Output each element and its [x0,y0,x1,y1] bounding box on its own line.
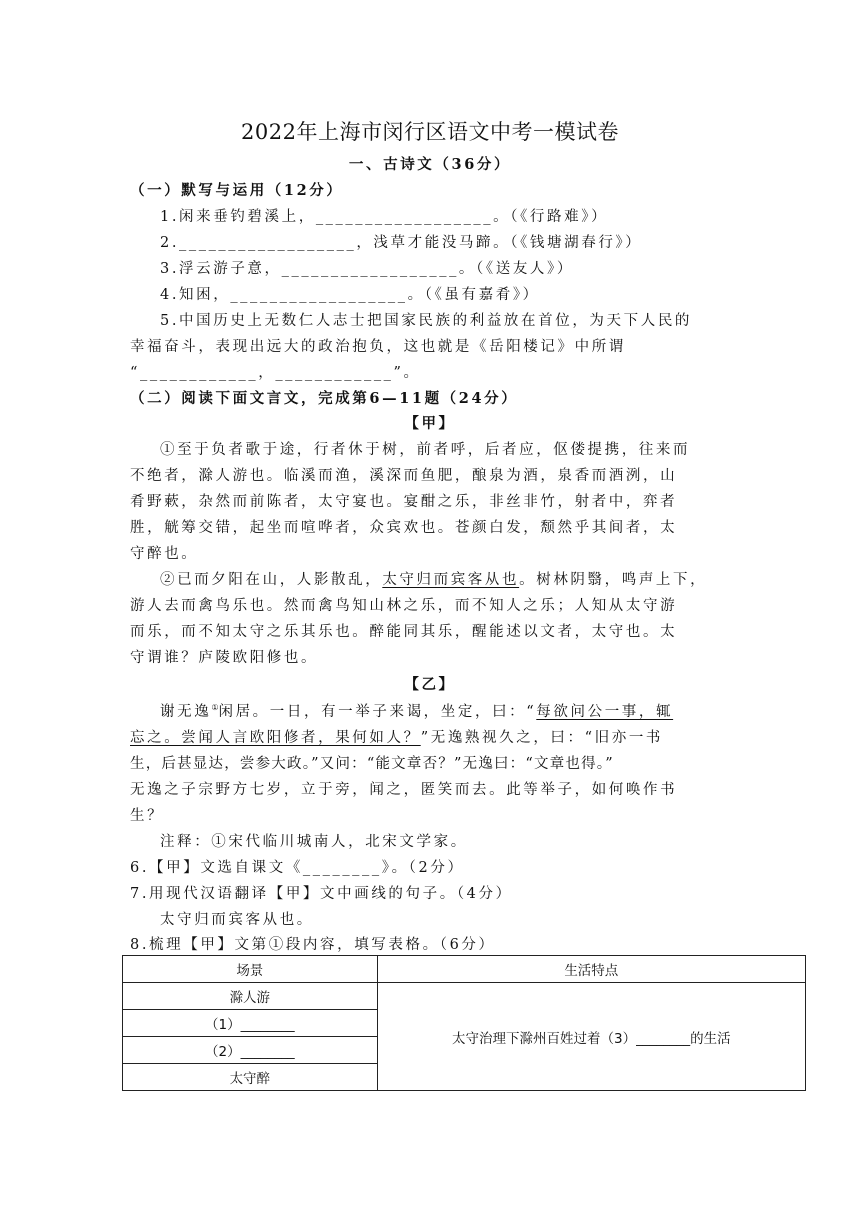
page-title: 2022年上海市闵行区语文中考一模试卷 [241,120,619,144]
question-4: 4.知困，__________________。（《虽有嘉肴》） [160,287,540,303]
passage-text: 。树林阴翳，鸣声上下， [519,572,708,588]
underlined-sentence: 每欲问公一事，辄 [536,704,674,720]
table-cell-scene: （1）________ [123,1010,378,1037]
passage-text: ”无逸熟视久之，曰：“旧亦一书 [420,730,664,746]
passage-jia-label: 【甲】 [404,415,456,432]
footnote-marker: ① [211,703,219,713]
table-header-feature: 生活特点 [377,956,805,983]
section-heading: 一、古诗文（36分） [348,156,512,173]
question-5-line-1: 5.中国历史上无数仁人志士把国家民族的利益放在首位，为天下人民的 [160,313,693,329]
table-cell-scene: 滁人游 [123,983,378,1010]
question-3: 3.浮云游子意，__________________。（《送友人》） [160,261,574,277]
table-cell-feature: 太守治理下滁州百姓过着（3）________的生活 [377,983,805,1091]
passage-jia-line: 守醉也。 [130,546,199,562]
question-6: 6.【甲】文选自课文《________》。（2分） [130,860,465,876]
passage-text: ②已而夕阳在山，人影散乱， [160,572,383,588]
passage-text: 闲居。一日，有一举子来谒，坐定，曰：“ [218,704,537,720]
question-5-line-3: “____________，____________”。 [130,365,421,381]
passage-text: 谢无逸 [160,704,212,720]
underlined-sentence: 忘之。尝闻人言欧阳修者，果何如人？ [130,730,421,746]
passage-jia-line: 游人去而禽鸟乐也。然而禽鸟知山林之乐，而不知人之乐；人知从太守游 [130,598,678,614]
passage-yi-line [130,725,730,751]
passage-jia-line: 而乐，而不知太守之乐其乐也。醉能同其乐，醒能述以文者，太守也。太 [130,624,678,640]
annotation-note: 注释：①宋代临川城南人，北宋文学家。 [160,834,468,850]
table-cell-scene: （2）________ [123,1037,378,1064]
part1-heading: （一）默写与运用（12分） [130,182,344,199]
passage-yi-line: 生？ [130,808,165,824]
part2-heading: （二）阅读下面文言文，完成第6—11题（24分） [130,390,519,407]
question-2: 2.__________________，浅草才能没马蹄。（《钱塘湖春行》） [160,235,643,251]
passage-jia-line: 守谓谁？庐陵欧阳修也。 [130,650,319,666]
table-cell-scene: 太守醉 [123,1064,378,1091]
question-1: 1.闲来垂钓碧溪上，__________________。（《行路难》） [160,209,609,225]
question-7-sentence: 太守归而宾客从也。 [160,912,314,928]
answer-table [122,955,806,1091]
table-header-scene: 场景 [123,956,378,983]
passage-jia-line [160,567,730,593]
question-5-line-2: 幸福奋斗，表现出远大的政治抱负，这也就是《岳阳楼记》中所谓 [130,339,626,355]
passage-yi-line: 生，后甚显达，尝参大政。”又问：“能文章否？”无逸曰：“文章也得。” [130,756,614,772]
passage-jia-line: 胜，觥筹交错，起坐而喧哗者，众宾欢也。苍颜白发，颓然乎其间者，太 [130,520,678,536]
question-7: 7.用现代汉语翻译【甲】文中画线的句子。（4分） [130,886,513,902]
passage-yi-line [160,699,730,725]
passage-yi-label: 【乙】 [404,676,456,693]
passage-jia-line: 不绝者，滁人游也。临溪而渔，溪深而鱼肥，酿泉为酒，泉香而酒洌，山 [130,468,678,484]
passage-jia-line: ①至于负者歌于途，行者休于树，前者呼，后者应，伛偻提携，往来而 [160,442,691,458]
question-8: 8.梳理【甲】文第①段内容，填写表格。（6分） [130,937,496,953]
passage-yi-line: 无逸之子宗野方七岁，立于旁，闻之，匿笑而去。此等举子，如何唤作书 [130,782,678,798]
passage-jia-line: 肴野蔌，杂然而前陈者，太守宴也。宴酣之乐，非丝非竹，射者中，弈者 [130,494,678,510]
underlined-sentence: 太守归而宾客从也 [382,572,520,588]
